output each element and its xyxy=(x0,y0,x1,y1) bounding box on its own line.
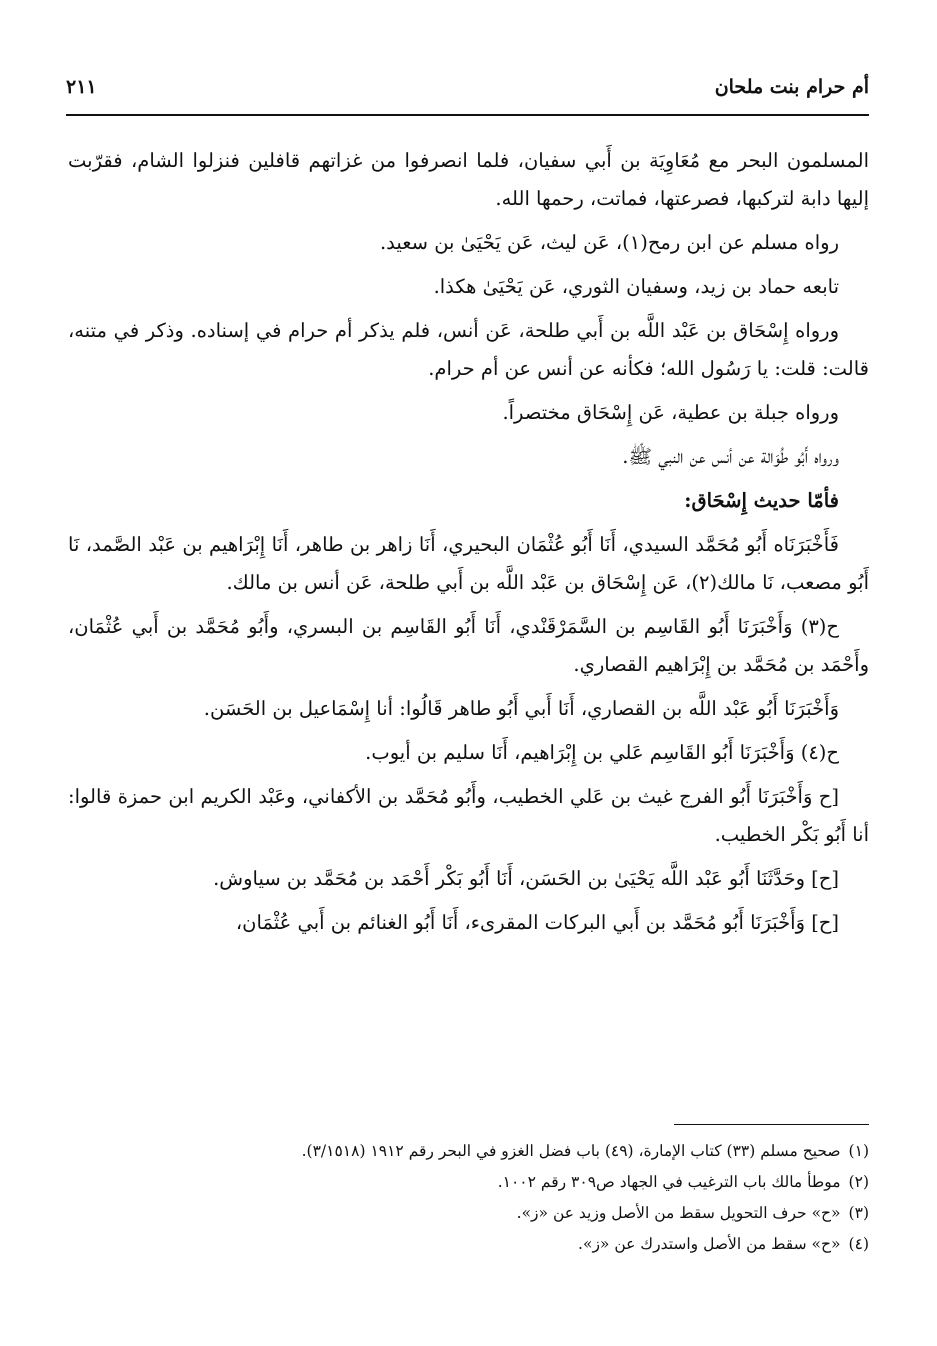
section-heading: فأمّا حديث إِسْحَاق: xyxy=(684,489,839,512)
page-number: ٢١١ xyxy=(66,76,97,98)
paragraph: فَأَخْبَرَنَاه أَبُو مُحَمَّد السيدي، أَنَا أَبُو عُثْمَان البحيري، أَنَا زاهر بن طاهر، أَنَا إِبْرَاهيم بن عَبْد الصَّمد، نَا أَبُو مصعب، نَا مالك(٢)، عَن إِسْحَاق بن عَبْد اللَّه بن أَبي طلحة، عَن أنس بن مالك. xyxy=(68,533,869,594)
footnote-number: (٤) xyxy=(848,1235,869,1253)
paragraph: [ح] وحَدَّثَنَا أَبُو عَبْد اللَّه يَحْيَىٰ بن الحَسَن، أَنَا أَبُو بَكْر أَحْمَد بن مُحَمَّد بن سياوش. xyxy=(213,867,839,890)
paragraph: رواه مسلم عن ابن رمح(١)، عَن ليث، عَن يَحْيَىٰ بن سعيد. xyxy=(379,231,839,254)
footnote xyxy=(68,1229,869,1260)
footnotes xyxy=(68,1136,869,1260)
page-header xyxy=(66,74,869,116)
paragraph: المسلمون البحر مع مُعَاوِيَة بن أَبي سفيان، فلما انصرفوا من غزاتهم قافلين فنزلوا الشام، فقرّبت إليها دابة لتركبها، فصرعتها، فماتت، رحمها الله. xyxy=(68,149,869,210)
paragraph: [ح وَأَخْبَرَنَا أَبُو الفرج غيث بن عَلي الخطيب، وأَبُو مُحَمَّد بن الأكفاني، وعَبْد الكريم ابن حمزة قالوا: أنا أَبُو بَكْر الخطيب. xyxy=(68,785,869,846)
footnote-number: (٢) xyxy=(848,1173,869,1191)
paragraph: ح(٤) وَأَخْبَرَنَا أَبُو القَاسِم عَلي بن إِبْرَاهيم، أَنَا سليم بن أيوب. xyxy=(365,741,839,764)
footnote-text: «ح» سقط من الأصل واستدرك عن «ز». xyxy=(578,1235,841,1253)
running-title: أم حرام بنت ملحان xyxy=(714,76,869,98)
footnote xyxy=(68,1198,869,1229)
footnote xyxy=(68,1167,869,1198)
footnote-separator xyxy=(674,1124,869,1125)
footnote-text: صحيح مسلم (٣٣) كتاب الإمارة، (٤٩) باب فضل الغزو في البحر رقم ١٩١٢ (٣/١٥١٨). xyxy=(301,1142,841,1160)
paragraph: تابعه حماد بن زيد، وسفيان الثوري، عَن يَحْيَىٰ هكذا. xyxy=(433,275,839,298)
footnote-text: «ح» حرف التحويل سقط من الأصل وزيد عن «ز». xyxy=(516,1204,841,1222)
paragraph: [ح] وَأَخْبَرَنَا أَبُو مُحَمَّد بن أَبي البركات المقرىء، أَنَا أَبُو الغنائم بن أَبي عُثْمَان، xyxy=(235,911,839,934)
paragraph: ورواه إِسْحَاق بن عَبْد اللَّه بن أَبي طلحة، عَن أنس، فلم يذكر أم حرام في إسناده. وذكر في متنه، قالت: قلت: يا رَسُول الله؛ فكأنه عن أنس عن أم حرام. xyxy=(68,319,869,380)
footnote-text: موطأ مالك باب الترغيب في الجهاد ص٣٠٩ رقم ١٠٠٢. xyxy=(497,1173,841,1191)
main-text xyxy=(68,142,869,948)
paragraph: ح(٣) وَأَخْبَرَنَا أَبُو القَاسِم بن السَّمَرْقَنْدي، أَنَا أَبُو القَاسِم بن البسري، وأَبُو مُحَمَّد بن أَبي عُثْمَان، وأَحْمَد بن مُحَمَّد بن إِبْرَاهيم القصاري. xyxy=(68,615,869,676)
footnote xyxy=(68,1136,869,1167)
footnote-number: (٣) xyxy=(848,1204,869,1222)
paragraph: وَأَخْبَرَنَا أَبُو عَبْد اللَّه بن القصاري، أَنَا أَبي أَبُو طاهر قَالُوا: أنا إِسْمَاعيل بن الحَسَن. xyxy=(203,697,839,720)
footnote-number: (١) xyxy=(848,1142,869,1160)
paragraph: ورواه أَبُو طُوَالة عن أنس عن النبي ﷺ. xyxy=(622,445,839,468)
paragraph: ورواه جبلة بن عطية، عَن إِسْحَاق مختصراً. xyxy=(502,401,839,424)
